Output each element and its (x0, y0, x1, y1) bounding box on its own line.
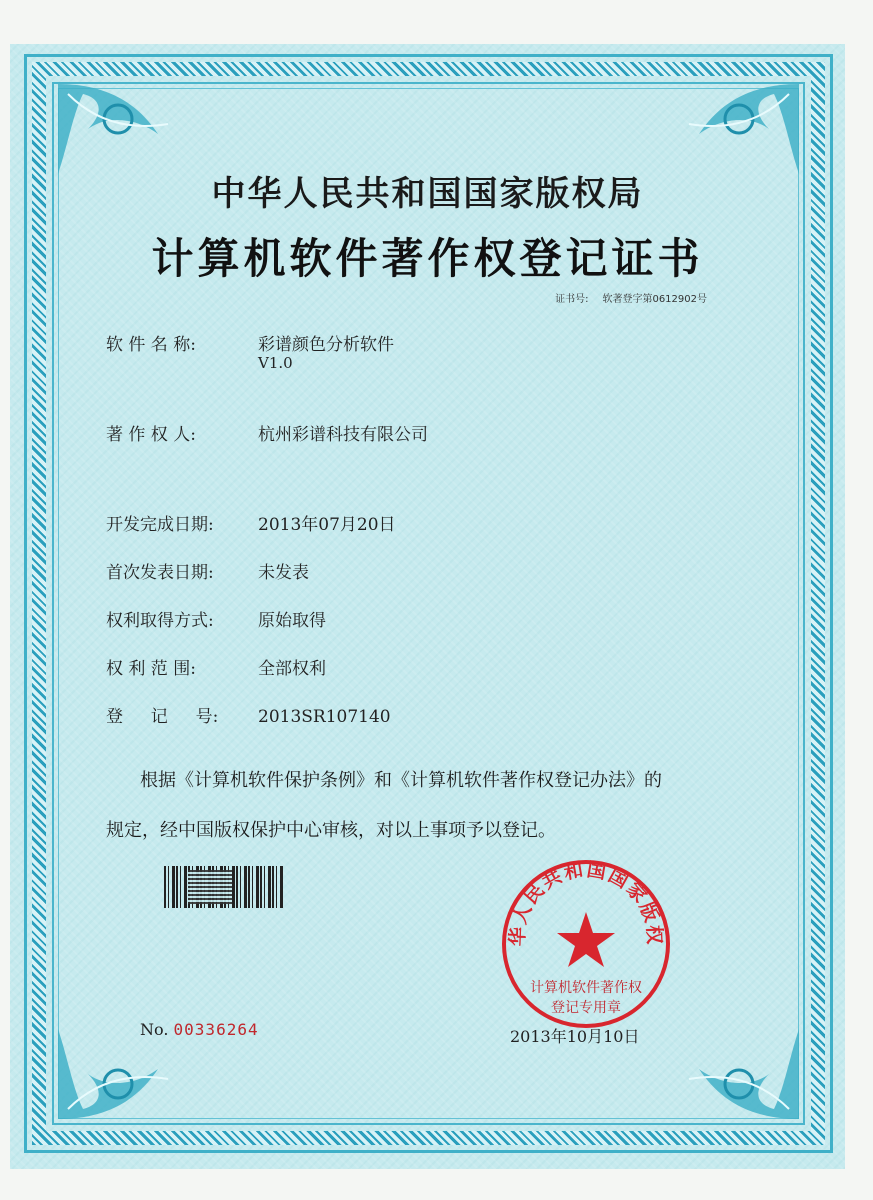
field-acquisition-method (106, 606, 326, 631)
certificate-number-value: 软著登字第0612902号 (602, 294, 707, 305)
field-value: 全部权利 (258, 659, 326, 679)
barcode (164, 866, 284, 908)
document-title: 计算机软件著作权登记证书 (151, 234, 704, 283)
field-registration-number (106, 702, 391, 727)
field-value: 原始取得 (258, 611, 326, 631)
field-label: 权 利 范 围: (106, 659, 196, 679)
seal-ring-text: 华人民共和国国家版权 (506, 858, 666, 947)
field-first-publication-date (106, 558, 309, 583)
seal-inner-line-2: 登记专用章 (551, 1000, 621, 1016)
field-scope-of-rights (106, 654, 326, 679)
field-value: 杭州彩谱科技有限公司 (258, 425, 428, 445)
field-value: 未发表 (258, 563, 309, 583)
field-software-name (106, 330, 394, 355)
serial-number-label: No. (140, 1020, 169, 1039)
qr-code (188, 870, 232, 904)
seal-inner-line-1: 计算机软件著作权 (530, 980, 642, 996)
field-value: 彩谱颜色分析软件 (258, 335, 394, 355)
field-value: 2013年07月20日 (258, 515, 396, 535)
field-label: 软 件 名 称: (106, 335, 196, 355)
field-label: 登 记 号: (106, 707, 219, 727)
seal-star-icon (557, 912, 615, 967)
certificate (10, 44, 845, 1169)
statement-line-2: 规定，经中国版权保护中心审核，对以上事项予以登记。 (106, 820, 556, 841)
field-value: 2013SR107140 (258, 707, 391, 727)
official-seal (496, 854, 676, 1034)
field-label: 权利取得方式: (106, 611, 214, 631)
certificate-number-label: 证书号: (555, 294, 589, 305)
corner-ornament-bottom-right (659, 1009, 809, 1129)
serial-number-value: 00336264 (173, 1020, 259, 1039)
field-label: 著 作 权 人: (106, 425, 196, 445)
serial-number (140, 1020, 259, 1039)
field-label: 首次发表日期: (106, 563, 214, 583)
field-completion-date (106, 510, 396, 535)
certificate-number (555, 290, 707, 305)
field-label: 开发完成日期: (106, 515, 214, 535)
issuing-agency: 中华人民共和国国家版权局 (211, 174, 644, 214)
issue-date: 2013年10月10日 (510, 1027, 640, 1046)
statement-line-1: 根据《计算机软件保护条例》和《计算机软件著作权登记办法》的 (140, 770, 662, 791)
software-version: V1.0 (258, 354, 293, 372)
field-copyright-owner (106, 420, 428, 445)
